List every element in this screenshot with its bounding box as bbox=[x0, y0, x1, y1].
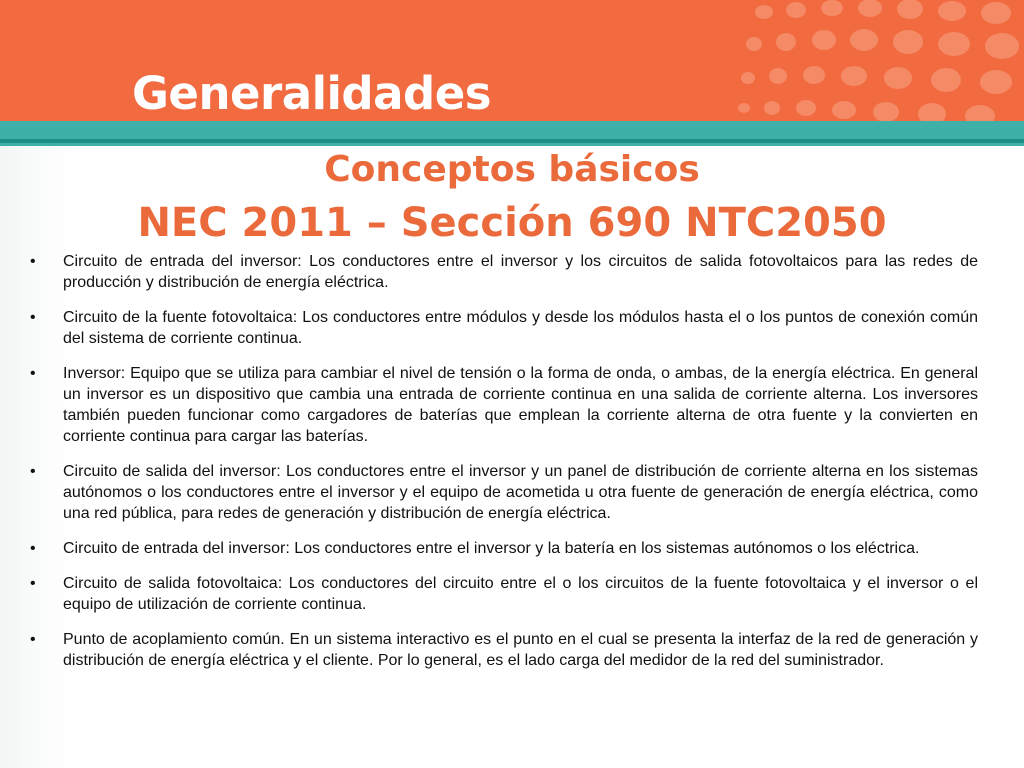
bullet-item bbox=[26, 461, 978, 524]
bullet-item bbox=[26, 573, 978, 615]
subtitle-line-2: NEC 2011 – Sección 690 NTC2050 bbox=[137, 200, 887, 246]
slide-title: Generalidades bbox=[132, 67, 492, 120]
header-bar bbox=[0, 0, 1024, 121]
bullet-text: Circuito de la fuente fotovoltaica: Los conductores entre módulos y desde los módulos hasta el o los puntos de conexión común del sistema de corriente continua. bbox=[63, 309, 978, 347]
bullet-list bbox=[26, 251, 978, 685]
bullet-text: Circuito de salida fotovoltaica: Los conductores del circuito entre el o los circuitos de la fuente fotovoltaica y el inversor o el equipo de utilización de corriente continua. bbox=[63, 575, 978, 613]
bullet-item bbox=[26, 538, 978, 559]
bullet-dot-icon: • bbox=[30, 540, 36, 557]
bullet-item bbox=[26, 629, 978, 671]
dot-pattern-decoration bbox=[724, 0, 1024, 121]
bullet-dot-icon: • bbox=[30, 575, 36, 592]
bullet-text: Circuito de entrada del inversor: Los conductores entre el inversor y la batería en los sistemas autónomos o los eléctrica. bbox=[63, 540, 920, 557]
bullet-text: Circuito de entrada del inversor: Los conductores entre el inversor y los circuitos de salida fotovoltaicos para las redes de producción y distribución de energía eléctrica. bbox=[63, 253, 978, 291]
bullet-text: Inversor: Equipo que se utiliza para cambiar el nivel de tensión o la forma de onda, o ambas, de la energía eléctrica. En general un inversor es un dispositivo que cambia una entrada de corriente continua en una salida de corriente alterna. Los inversores también pueden funcionar como cargadores de baterías que emplean la corriente alterna de otra fuente y la convierten en corriente continua para cargar las baterías. bbox=[63, 365, 978, 445]
bullet-text: Punto de acoplamiento común. En un sistema interactivo es el punto en el cual se presenta la interfaz de la red de generación y distribución de energía eléctrica y el cliente. Por lo general, es el lado carga del medidor de la red del suministrador. bbox=[63, 631, 978, 669]
subtitle-line-1: Conceptos básicos bbox=[324, 149, 700, 190]
bullet-dot-icon: • bbox=[30, 463, 36, 480]
bullet-item bbox=[26, 363, 978, 447]
bullet-dot-icon: • bbox=[30, 253, 36, 270]
teal-divider-line bbox=[0, 139, 1024, 143]
bullet-item bbox=[26, 307, 978, 349]
bullet-dot-icon: • bbox=[30, 309, 36, 326]
bullet-text: Circuito de salida del inversor: Los conductores entre el inversor y un panel de distribución de corriente alterna en los sistemas autónomos o los conductores entre el inversor y el equipo de acometida u otra fuente de generación de energía eléctrica, como una red pública, para redes de generación y distribución de energía eléctrica. bbox=[63, 463, 978, 522]
bullet-item bbox=[26, 251, 978, 293]
bullet-dot-icon: • bbox=[30, 631, 36, 648]
bullet-dot-icon: • bbox=[30, 365, 36, 382]
